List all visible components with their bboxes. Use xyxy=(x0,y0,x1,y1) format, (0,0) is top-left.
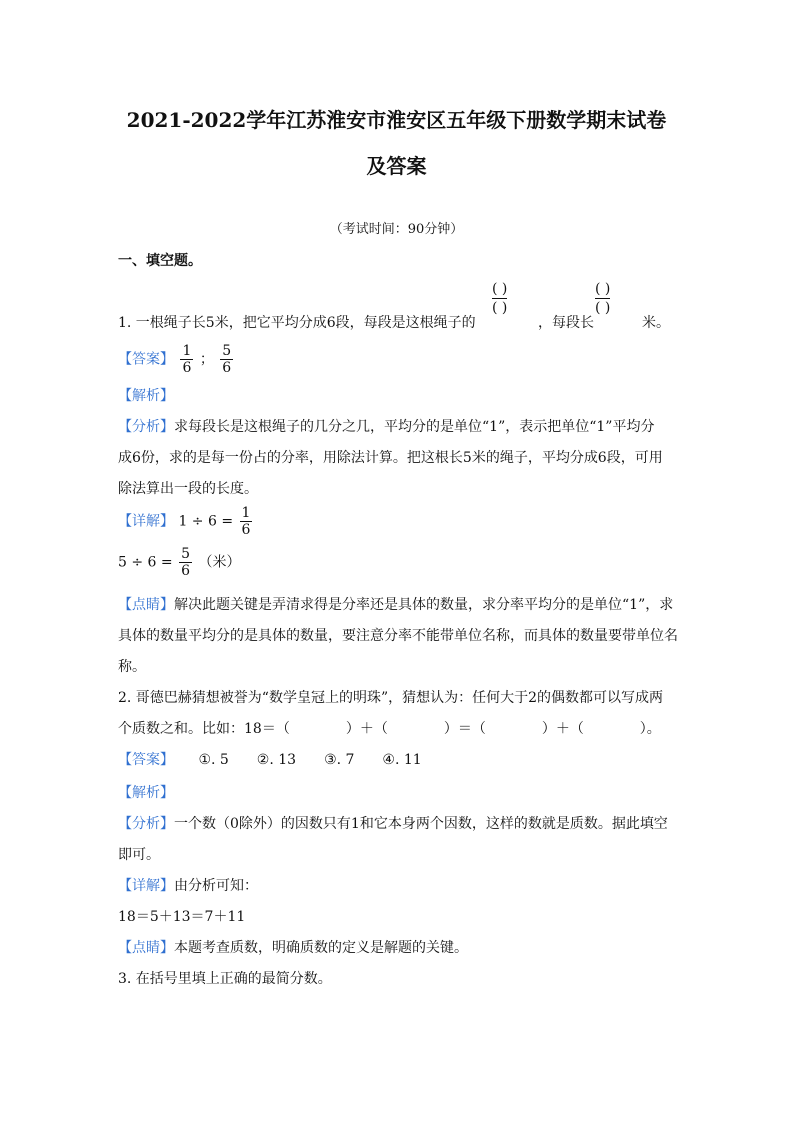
answer-fraction-2 xyxy=(220,343,233,376)
question-3-text: 3. 在括号里填上正确的最简分数。 xyxy=(118,971,332,987)
question-2-fenxi-line2: 即可。 xyxy=(118,847,160,863)
fenxi-tag: 【分析】 xyxy=(118,816,174,832)
blank-denominator: ( ) xyxy=(492,300,508,316)
fenxi-text: 一个数（0除外）的因数只有1和它本身两个因数，这样的数就是质数。据此填空 xyxy=(174,816,668,832)
numerator: 1 xyxy=(241,505,251,521)
question-1-comment-line3: 称。 xyxy=(118,659,146,675)
question-1-comment-line2: 具体的数量平均分的是具体的数量，要注意分率不能带单位名称，而具体的数量要带单位名 xyxy=(118,628,678,644)
question-1-text xyxy=(118,312,476,332)
fenxi-text: 求每段长是这根绳子的几分之几，平均分的是单位“1”，表示把单位“1”平均分 xyxy=(174,419,655,435)
denominator: 6 xyxy=(241,522,251,538)
question-2-text-line2: 个质数之和。比如：18＝（ ）＋（ ）＝（ ）＋（ ）。 xyxy=(118,721,661,737)
answer-tag: 【答案】 xyxy=(118,752,174,768)
detail-unit: （米） xyxy=(198,554,241,571)
denominator: 6 xyxy=(182,360,192,376)
question-1-fenxi-line1 xyxy=(118,416,654,436)
comment-tag: 【点睛】 xyxy=(118,940,174,956)
answer-tag: 【答案】 xyxy=(118,351,174,368)
section-heading-fill-blank: 一、填空题。 xyxy=(118,253,202,269)
answer-separator: ； xyxy=(199,351,214,368)
detail-text: 由分析可知： xyxy=(174,878,258,894)
comment-tag: 【点睛】 xyxy=(118,597,174,613)
question-1-answer xyxy=(118,343,235,376)
question-2-detail-line1 xyxy=(118,875,258,895)
question-1-blank-fraction-2 xyxy=(595,280,610,317)
question-2-fenxi-line1 xyxy=(118,813,668,833)
comment-text: 本题考查质数，明确质数的定义是解题的关键。 xyxy=(174,940,468,956)
detail-equation: 1 ÷ 6 = xyxy=(178,513,234,530)
numerator: 1 xyxy=(182,343,192,359)
blank-numerator: ( ) xyxy=(492,281,508,297)
question-1-stem-middle: ，每段长 xyxy=(538,315,594,331)
question-1-comment-line1 xyxy=(118,594,673,614)
exam-time: （考试时间：90分钟） xyxy=(329,222,464,237)
question-1-detail-line2 xyxy=(118,546,240,579)
document-title-line2: 及答案 xyxy=(366,154,427,178)
question-2-text-line1: 2. 哥德巴赫猜想被誉为“数学皇冠上的明珠”，猜想认为：任何大于2的偶数都可以写成两 xyxy=(118,690,664,706)
answer-values: ①. 5 ②. 13 ③. 7 ④. 11 xyxy=(198,752,422,768)
numerator: 5 xyxy=(181,546,191,562)
detail-tag: 【详解】 xyxy=(118,513,174,530)
question-2-analysis-tag: 【解析】 xyxy=(118,785,174,801)
question-1-blank-fraction-1 xyxy=(492,280,507,317)
document-title-line1: 2021-2022学年江苏淮安市淮安区五年级下册数学期末试卷 xyxy=(126,108,667,132)
question-1-analysis-tag: 【解析】 xyxy=(118,388,174,404)
question-1-fenxi-line3: 除法算出一段的长度。 xyxy=(118,481,258,497)
question-1-fenxi-line2: 成6份，求的是每一份占的分率，用除法计算。把这根长5米的绳子，平均分成6段，可用 xyxy=(118,450,663,466)
question-1-stem: 1. 一根绳子长5米，把它平均分成6段，每段是这根绳子的 xyxy=(118,315,476,331)
question-2-answer xyxy=(118,749,422,769)
question-1-stem-end: 米。 xyxy=(642,315,670,331)
denominator: 6 xyxy=(181,563,191,579)
question-2-comment xyxy=(118,937,468,957)
detail-tag: 【详解】 xyxy=(118,878,174,894)
answer-fraction-1 xyxy=(180,343,193,376)
detail-fraction xyxy=(179,546,192,579)
fenxi-tag: 【分析】 xyxy=(118,419,174,435)
detail-equation: 5 ÷ 6 = xyxy=(118,554,173,571)
question-1-detail-line1 xyxy=(118,505,254,538)
blank-denominator: ( ) xyxy=(595,300,611,316)
numerator: 5 xyxy=(222,343,232,359)
comment-text: 解决此题关键是弄清求得是分率还是具体的数量，求分率平均分的是单位“1”，求 xyxy=(174,597,674,613)
blank-numerator: ( ) xyxy=(595,281,611,297)
question-2-detail-line2: 18＝5＋13＝7＋11 xyxy=(118,909,246,925)
denominator: 6 xyxy=(222,360,232,376)
detail-fraction xyxy=(240,505,253,538)
